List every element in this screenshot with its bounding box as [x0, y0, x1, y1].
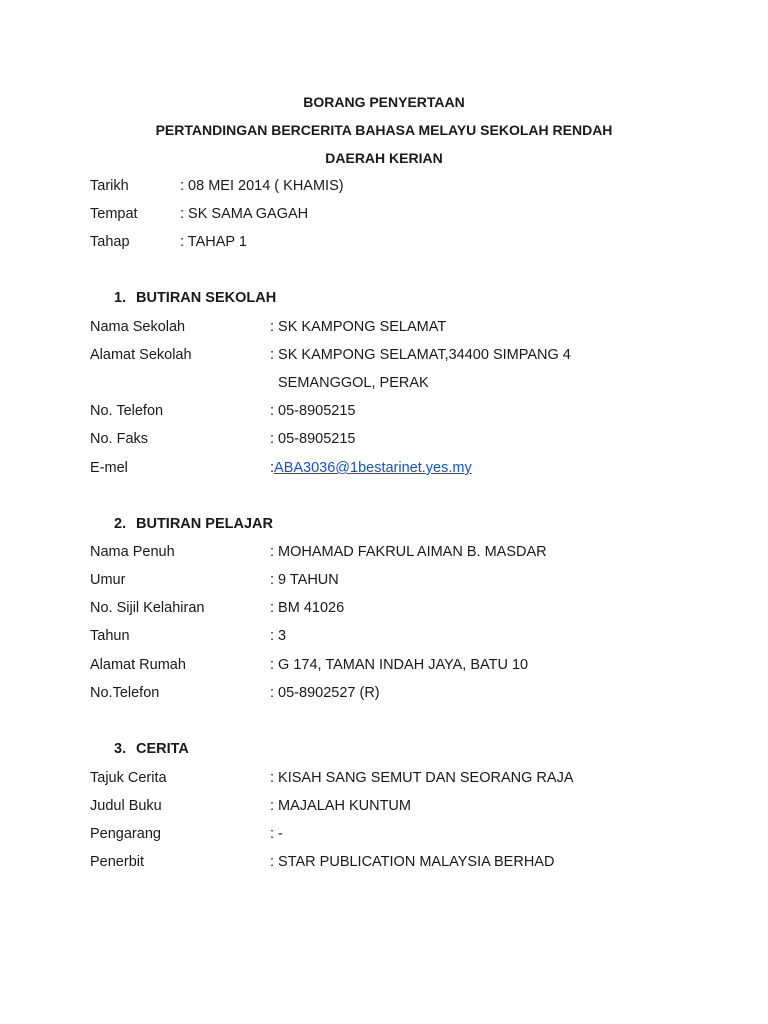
author-label: Pengarang	[90, 826, 161, 842]
school-email-row	[270, 460, 472, 476]
email-colon: :	[270, 460, 275, 476]
story-title-label: Tajuk Cerita	[90, 770, 167, 786]
student-name-value: : MOHAMAD FAKRUL AIMAN B. MASDAR	[270, 544, 547, 560]
school-address-line2: SEMANGGOL, PERAK	[278, 375, 429, 391]
section-heading-student	[114, 516, 273, 532]
author-value: : -	[270, 826, 283, 842]
section-number: 2.	[114, 516, 127, 532]
story-title-value: : KISAH SANG SEMUT DAN SEORANG RAJA	[270, 770, 574, 786]
school-email-label: E-mel	[90, 460, 128, 476]
section-title: CERITA	[136, 741, 189, 757]
birth-cert-value: : BM 41026	[270, 600, 345, 616]
birth-cert-label: No. Sijil Kelahiran	[90, 600, 205, 616]
school-fax-value: : 05-8905215	[270, 431, 356, 447]
home-address-value: : G 174, TAMAN INDAH JAYA, BATU 10	[270, 657, 529, 673]
book-title-label: Judul Buku	[90, 798, 162, 814]
school-name-label: Nama Sekolah	[90, 319, 186, 335]
event-date-value: : 08 MEI 2014 ( KHAMIS)	[180, 178, 344, 194]
publisher-label: Penerbit	[90, 854, 145, 870]
school-phone-label: No. Telefon	[90, 403, 164, 419]
section-heading-story	[114, 741, 189, 757]
publisher-value: : STAR PUBLICATION MALAYSIA BERHAD	[270, 854, 555, 870]
section-title: BUTIRAN SEKOLAH	[136, 290, 277, 306]
district-title: DAERAH KERIAN	[325, 150, 443, 166]
competition-title: PERTANDINGAN BERCERITA BAHASA MELAYU SEKOLAH RENDAH	[155, 122, 613, 138]
event-level-value: : TAHAP 1	[180, 234, 247, 250]
book-title-value: : MAJALAH KUNTUM	[270, 798, 411, 814]
section-number: 1.	[114, 290, 127, 306]
home-address-label: Alamat Rumah	[90, 657, 186, 673]
school-phone-value: : 05-8905215	[270, 403, 356, 419]
event-date-label: Tarikh	[90, 178, 129, 194]
school-email-link[interactable]: ABA3036@1bestarinet.yes.my	[274, 460, 472, 476]
school-fax-label: No. Faks	[90, 431, 149, 447]
student-name-label: Nama Penuh	[90, 544, 175, 560]
student-age-label: Umur	[90, 572, 126, 588]
student-year-label: Tahun	[90, 628, 130, 644]
student-year-value: : 3	[270, 628, 287, 644]
student-phone-value: : 05-8902527 (R)	[270, 685, 380, 701]
section-heading-school	[114, 290, 276, 306]
student-age-value: : 9 TAHUN	[270, 572, 339, 588]
event-venue-value: : SK SAMA GAGAH	[180, 206, 309, 222]
school-address-label: Alamat Sekolah	[90, 347, 192, 363]
school-address-value: : SK KAMPONG SELAMAT,34400 SIMPANG 4	[270, 347, 571, 363]
section-number: 3.	[114, 741, 127, 757]
student-phone-label: No.Telefon	[90, 685, 160, 701]
event-venue-label: Tempat	[90, 206, 138, 222]
school-name-value: : SK KAMPONG SELAMAT	[270, 319, 447, 335]
form-title: BORANG PENYERTAAN	[303, 94, 465, 110]
event-level-label: Tahap	[90, 234, 130, 250]
section-title: BUTIRAN PELAJAR	[136, 516, 273, 532]
